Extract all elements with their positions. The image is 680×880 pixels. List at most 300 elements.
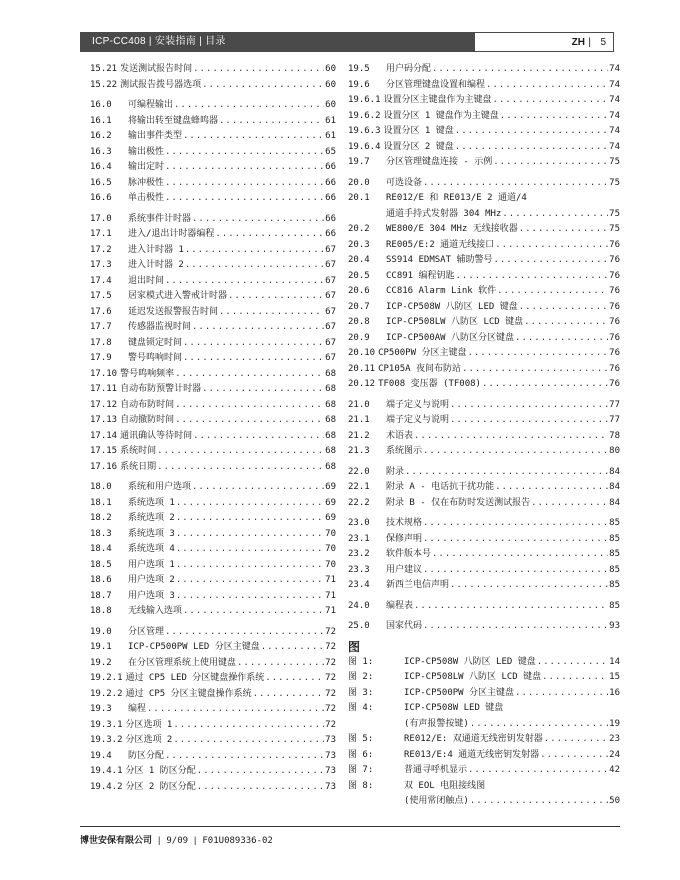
toc-entry-page: 67 <box>325 337 336 348</box>
toc-entry[interactable] <box>90 780 336 796</box>
toc-entry-number: 20.1 <box>348 193 370 203</box>
toc-entry[interactable] <box>348 496 620 512</box>
toc-entry[interactable] <box>90 62 336 78</box>
toc-entry[interactable] <box>348 563 620 579</box>
dot-leader <box>493 155 608 171</box>
toc-entry[interactable] <box>90 640 336 656</box>
toc-entry-number: 16.2 <box>90 131 112 141</box>
toc-entry-title: 警号鸣响频率 <box>120 368 175 379</box>
toc-right-entries <box>348 62 620 635</box>
toc-entry[interactable] <box>90 733 336 749</box>
toc-entry[interactable] <box>348 62 620 78</box>
toc-entry-title: 附录 <box>386 466 405 477</box>
toc-entry[interactable] <box>90 687 336 703</box>
toc-entry[interactable] <box>90 145 336 161</box>
toc-entry-number: 20.4 <box>348 255 370 265</box>
toc-entry-number: 20.6 <box>348 286 370 296</box>
toc-entry-number: 19.6.3 <box>348 126 381 136</box>
figure-entry[interactable] <box>348 670 620 686</box>
toc-entry-title: 进入计时器 2 <box>128 260 184 270</box>
toc-entry-title: 测试报告拨号器选项 <box>120 79 202 90</box>
toc-entry[interactable] <box>348 300 620 316</box>
toc-entry-page: 68 <box>325 399 336 410</box>
toc-entry-number: 18.1 <box>90 497 112 508</box>
dot-leader <box>165 625 324 641</box>
toc-entry-title: 用户码分配 <box>386 64 432 74</box>
toc-entry-number: 18.7 <box>90 590 112 601</box>
figure-entry[interactable] <box>348 748 620 764</box>
toc-entry-number: 17.1 <box>90 229 112 239</box>
toc-entry-title: 自动布防预警计时器 <box>120 384 202 394</box>
toc-entry-number: 19.3.1 <box>90 719 123 730</box>
dot-leader <box>192 212 324 228</box>
toc-entry[interactable] <box>348 222 620 238</box>
toc-entry-title: 无线输入选项 <box>128 606 183 616</box>
toc-entry-page: 72 <box>325 626 336 637</box>
toc-entry[interactable] <box>348 109 620 125</box>
toc-entry-number: 18.6 <box>90 575 112 585</box>
toc-entry-number: 22.1 <box>348 482 370 492</box>
toc-entry[interactable] <box>348 532 620 548</box>
toc-entry-page: 67 <box>325 353 336 363</box>
toc-entry-number: 21.0 <box>348 399 370 410</box>
dot-leader <box>215 227 324 243</box>
toc-entry-page: 68 <box>325 384 336 394</box>
toc-entry[interactable] <box>348 346 620 362</box>
dot-leader <box>219 305 324 321</box>
dot-leader <box>192 480 324 496</box>
dot-leader <box>414 429 608 445</box>
dot-leader <box>531 496 608 512</box>
toc-entry[interactable] <box>90 305 336 321</box>
toc-entry-title: ICP-CP500AW 八防区分区键盘 <box>386 332 515 343</box>
toc-entry-number: 20.5 <box>348 270 370 281</box>
toc-entry[interactable] <box>90 289 336 305</box>
toc-entry[interactable] <box>90 398 336 414</box>
figure-entry[interactable] <box>348 732 620 748</box>
dot-leader <box>486 78 608 94</box>
dot-leader <box>432 62 608 78</box>
toc-left-column <box>90 62 336 795</box>
toc-entry-page: 75 <box>609 157 620 167</box>
toc-entry-page: 85 <box>609 564 620 575</box>
dot-leader <box>467 346 608 362</box>
figure-title: 双 EOL 电阻接线图 <box>404 780 486 791</box>
toc-entry-number: 20.10 <box>348 348 376 358</box>
toc-entry[interactable] <box>348 78 620 94</box>
toc-entry-page: 71 <box>325 606 336 616</box>
toc-entry-page: 80 <box>609 446 620 456</box>
toc-entry[interactable] <box>90 558 336 574</box>
toc-entry[interactable] <box>90 78 336 94</box>
toc-entry-title: 端子定义与说明 <box>386 399 450 410</box>
dot-leader <box>175 413 324 429</box>
dot-leader <box>175 367 324 383</box>
toc-entry-page: 74 <box>609 64 620 74</box>
toc-entry[interactable] <box>90 702 336 718</box>
toc-entry[interactable] <box>90 129 336 145</box>
toc-entry[interactable] <box>348 398 620 414</box>
dot-leader <box>197 764 324 780</box>
dot-leader <box>157 444 324 460</box>
toc-entry[interactable] <box>348 315 620 331</box>
toc-entry[interactable] <box>90 542 336 558</box>
toc-entry-number: 19.2.1 <box>90 673 123 683</box>
footer-rule <box>80 826 620 827</box>
toc-entry-page: 68 <box>325 430 336 441</box>
toc-entry-page: 67 <box>325 260 336 270</box>
dot-leader <box>414 599 608 615</box>
toc-entry-number: 20.2 <box>348 224 370 234</box>
toc-entry-title: 系统选项 2 <box>128 513 175 523</box>
figure-number: 图 7: <box>348 765 374 775</box>
toc-entry-number: 17.3 <box>90 260 112 270</box>
toc-entry-page: 60 <box>325 79 336 90</box>
toc-entry-number: 21.1 <box>348 415 370 425</box>
toc-entry-title: 传感器监视时间 <box>128 322 192 332</box>
dot-leader <box>176 496 324 512</box>
toc-entry-title: 延迟发送报警报告时间 <box>128 306 219 317</box>
toc-entry-number: 19.6 <box>348 79 370 90</box>
toc-entry-number: 21.3 <box>348 446 370 456</box>
toc-entry-title: 通过 CP5 LED 分区键盘操作系统 <box>125 673 265 683</box>
toc-entry-title: 设置分区 1 键盘 <box>383 126 454 136</box>
dot-leader <box>497 284 608 300</box>
toc-entry-title: WE800/E 304 MHz 无线接收器 <box>386 224 518 234</box>
toc-entry-title: 可选设备 <box>386 177 423 188</box>
figure-number: 图 3: <box>348 687 374 698</box>
figure-entry[interactable] <box>348 763 620 779</box>
toc-entry-title: 进入计时器 1 <box>128 244 184 255</box>
toc-entry[interactable] <box>90 351 336 367</box>
toc-entry-title: 附录 A - 电话抗干扰功能 <box>386 482 495 492</box>
toc-entry[interactable] <box>90 749 336 765</box>
toc-entry-number: 17.9 <box>90 353 112 363</box>
dot-leader <box>228 289 324 305</box>
toc-entry-page: 72 <box>325 719 336 730</box>
toc-entry[interactable] <box>90 227 336 243</box>
toc-entry-number: 24.0 <box>348 600 370 611</box>
dot-leader <box>470 717 608 733</box>
header-separator: | <box>588 37 591 48</box>
toc-entry-number: 19.2.2 <box>90 688 123 699</box>
toc-entry-title: 分区管理键盘设置和编程 <box>386 79 486 90</box>
toc-entry[interactable] <box>90 320 336 336</box>
toc-entry-title: ICP-CP508W 八防区 LED 键盘 <box>386 301 518 312</box>
figure-number: 图 6: <box>348 749 374 760</box>
toc-entry-number: 16.1 <box>90 115 112 126</box>
figure-page: 23 <box>609 734 620 744</box>
dot-leader <box>462 362 608 378</box>
toc-entry-title: 可编程输出 <box>128 100 174 110</box>
toc-entry[interactable] <box>348 578 620 594</box>
dot-leader <box>423 532 608 548</box>
toc-entry-page: 85 <box>609 518 620 528</box>
dot-leader <box>542 670 608 686</box>
dot-leader <box>185 243 324 259</box>
toc-entry[interactable] <box>90 191 336 207</box>
toc-entry-page: 76 <box>609 270 620 281</box>
toc-entry-number: 19.1 <box>90 642 112 652</box>
toc-entry-number: 22.2 <box>348 497 370 508</box>
toc-entry[interactable] <box>348 377 620 393</box>
toc-entry[interactable] <box>90 160 336 176</box>
figure-entry[interactable] <box>348 794 620 810</box>
toc-entry[interactable] <box>348 269 620 285</box>
toc-entry[interactable] <box>90 444 336 460</box>
toc-entry-title: 系统图示 <box>386 446 423 456</box>
toc-entry-title: 发送测试报告时间 <box>120 64 193 74</box>
toc-entry-title: 系统选项 1 <box>128 497 175 508</box>
toc-entry-title: 分区 2 防区分配 <box>125 781 196 792</box>
toc-entry-page: 75 <box>609 208 620 219</box>
toc-entry-number: 19.6.1 <box>348 95 381 105</box>
toc-entry[interactable] <box>90 382 336 398</box>
toc-entry[interactable] <box>348 331 620 347</box>
toc-entry[interactable] <box>90 243 336 259</box>
toc-entry[interactable] <box>90 671 336 687</box>
figure-title: (使用常闭触点) <box>404 796 469 806</box>
toc-entry-number: 17.14 <box>90 430 118 441</box>
toc-entry[interactable] <box>348 516 620 532</box>
dot-leader <box>265 671 324 687</box>
toc-entry-title: 用户选项 1 <box>128 559 175 570</box>
dot-leader <box>183 129 324 145</box>
toc-entry[interactable] <box>90 114 336 130</box>
toc-entry-page: 60 <box>325 100 336 110</box>
toc-entry-title: 警号鸣响时间 <box>128 353 183 363</box>
toc-entry-number: 20.3 <box>348 239 370 250</box>
toc-entry[interactable] <box>90 413 336 429</box>
figure-entry[interactable] <box>348 655 620 671</box>
dot-leader <box>468 763 608 779</box>
toc-entry[interactable] <box>348 124 620 140</box>
toc-entry[interactable] <box>90 589 336 605</box>
toc-entry-title: CC816 Alarm Link 软件 <box>386 286 497 296</box>
dot-leader <box>519 300 608 316</box>
toc-entry[interactable] <box>90 336 336 352</box>
toc-entry[interactable] <box>90 367 336 383</box>
toc-entry[interactable] <box>90 480 336 496</box>
figure-page: 15 <box>609 672 620 682</box>
figure-entry[interactable] <box>348 686 620 702</box>
toc-entry-number: 17.4 <box>90 275 112 286</box>
toc-entry[interactable] <box>90 212 336 228</box>
toc-entry-title: 用户建议 <box>386 564 423 575</box>
toc-entry-number: 17.12 <box>90 399 118 410</box>
toc-entry-number: 16.6 <box>90 193 112 203</box>
dot-leader <box>261 640 324 656</box>
toc-entry-number: 17.16 <box>90 461 118 472</box>
figure-page: 42 <box>609 765 620 775</box>
toc-entry-number: 16.3 <box>90 146 112 157</box>
toc-entry-number: 17.15 <box>90 446 118 456</box>
toc-entry-number: 18.5 <box>90 559 112 570</box>
toc-entry-page: 72 <box>325 688 336 699</box>
toc-entry[interactable] <box>90 527 336 543</box>
figure-number: 图 2: <box>348 672 374 682</box>
toc-entry[interactable] <box>90 258 336 274</box>
toc-entry-title: 分区 1 防区分配 <box>125 766 196 776</box>
toc-entry-number: 20.0 <box>348 177 370 188</box>
toc-entry[interactable] <box>348 284 620 300</box>
toc-entry-title: 输出事件类型 <box>128 131 183 141</box>
figure-entry[interactable] <box>348 717 620 733</box>
toc-entry-title: 系统选项 4 <box>128 544 175 554</box>
toc-entry[interactable] <box>348 238 620 254</box>
dot-leader <box>253 687 325 703</box>
dot-leader <box>495 480 608 496</box>
toc-entry-title: 软件版本号 <box>386 549 432 559</box>
toc-entry-page: 76 <box>609 301 620 312</box>
toc-entry-title: 通道手持式发射器 304 MHz <box>386 208 502 219</box>
toc-entry-title: 编程表 <box>386 600 414 611</box>
toc-entry[interactable] <box>90 656 336 672</box>
dot-leader <box>192 320 324 336</box>
toc-entry-page: 84 <box>609 466 620 477</box>
dot-leader <box>157 460 324 476</box>
toc-entry-number: 23.2 <box>348 549 370 559</box>
toc-entry-title: 编程 <box>128 704 147 714</box>
toc-entry-number: 23.4 <box>348 580 370 590</box>
figure-title: (有声报警按键) <box>404 718 469 729</box>
dot-leader <box>176 558 324 574</box>
toc-entry[interactable] <box>348 140 620 156</box>
toc-entry[interactable] <box>348 176 620 192</box>
toc-entry[interactable] <box>90 176 336 192</box>
language-code: ZH <box>571 37 585 48</box>
toc-entry[interactable] <box>90 573 336 589</box>
toc-entry[interactable] <box>348 429 620 445</box>
toc-entry-number: 17.11 <box>90 384 118 394</box>
dot-leader <box>423 444 608 460</box>
toc-entry-page: 76 <box>609 317 620 327</box>
toc-entry-number: 20.11 <box>348 363 376 374</box>
toc-entry-number: 17.8 <box>90 337 112 348</box>
dot-leader <box>176 527 324 543</box>
toc-entry[interactable] <box>348 444 620 460</box>
toc-entry[interactable] <box>90 511 336 527</box>
dot-leader <box>165 749 324 765</box>
footer-company: 博世安保有限公司 <box>80 835 153 845</box>
toc-entry[interactable] <box>348 207 620 223</box>
toc-entry[interactable] <box>90 274 336 290</box>
toc-entry-number: 18.3 <box>90 528 112 539</box>
toc-entry-page: 76 <box>609 348 620 358</box>
toc-entry[interactable] <box>348 465 620 481</box>
toc-entry[interactable] <box>348 155 620 171</box>
dot-leader <box>176 511 324 527</box>
figure-title: ICP-CP508W 八防区 LED 键盘 <box>404 656 536 667</box>
toc-entry-page: 68 <box>325 415 336 425</box>
toc-entry[interactable] <box>348 619 620 635</box>
dot-leader <box>456 269 609 285</box>
toc-entry[interactable] <box>348 599 620 615</box>
toc-entry[interactable] <box>348 191 620 207</box>
toc-entry-number: 20.7 <box>348 301 370 312</box>
toc-entry-number: 20.9 <box>348 332 370 343</box>
figure-title: 普通寻呼机显示 <box>404 765 468 775</box>
dot-leader <box>173 718 324 734</box>
toc-entry-page: 74 <box>609 110 620 121</box>
toc-entry[interactable] <box>348 362 620 378</box>
toc-entry-page: 76 <box>609 332 620 343</box>
toc-entry-number: 15.22 <box>90 79 118 90</box>
toc-entry[interactable] <box>348 480 620 496</box>
figure-page: 19 <box>609 718 620 729</box>
toc-entry-page: 93 <box>609 621 620 631</box>
toc-entry-number: 17.6 <box>90 306 112 317</box>
toc-entry[interactable] <box>90 718 336 734</box>
figures-heading: 图 <box>348 639 361 654</box>
footer <box>80 833 273 846</box>
toc-entry-page: 73 <box>325 766 336 776</box>
toc-entry-page: 65 <box>325 146 336 157</box>
toc-entry-page: 85 <box>609 580 620 590</box>
toc-entry-number: 19.2 <box>90 657 112 668</box>
toc-entry-page: 67 <box>325 275 336 286</box>
toc-entry[interactable] <box>90 429 336 445</box>
dot-leader <box>470 794 608 810</box>
toc-entry[interactable] <box>348 93 620 109</box>
figure-title: ICP-CP508W LED 键盘 <box>404 703 504 713</box>
figure-entry[interactable] <box>348 701 620 717</box>
dot-leader <box>515 686 608 702</box>
toc-entry-title: 用户选项 3 <box>128 590 175 601</box>
toc-entry-page: 75 <box>609 224 620 234</box>
toc-entry-title: 系统事件计时器 <box>128 213 192 224</box>
toc-entry-title: 附录 B - 仅在布防时发送测试报告 <box>386 497 531 508</box>
toc-entry[interactable] <box>348 413 620 429</box>
toc-entry-title: 分区管理 <box>128 626 165 637</box>
dot-leader <box>493 93 609 109</box>
toc-entry-page: 67 <box>325 291 336 301</box>
dot-leader <box>519 222 608 238</box>
toc-entry-number: 23.0 <box>348 518 370 528</box>
toc-entry-page: 71 <box>325 575 336 585</box>
dot-leader <box>165 176 324 192</box>
figure-entry[interactable] <box>348 779 620 795</box>
toc-entry-title: 国家代码 <box>386 621 423 631</box>
toc-entry-title: 术语表 <box>386 430 414 441</box>
figure-number: 图 1: <box>348 656 374 667</box>
toc-entry[interactable] <box>90 460 336 476</box>
toc-entry-page: 74 <box>609 126 620 136</box>
dot-leader <box>423 619 608 635</box>
toc-entry-number: 19.4.1 <box>90 766 123 776</box>
toc-entry[interactable] <box>90 98 336 114</box>
dot-leader <box>455 140 608 156</box>
toc-entry[interactable] <box>90 496 336 512</box>
toc-entry[interactable] <box>90 625 336 641</box>
dot-leader <box>147 702 324 718</box>
toc-entry[interactable] <box>90 764 336 780</box>
toc-entry-page: 66 <box>325 193 336 203</box>
toc-entry[interactable] <box>90 604 336 620</box>
toc-entry[interactable] <box>348 547 620 563</box>
toc-entry[interactable] <box>348 253 620 269</box>
toc-entry-page: 71 <box>325 590 336 601</box>
dot-leader <box>185 258 324 274</box>
toc-entry-number: 16.0 <box>90 100 112 110</box>
toc-entry-title: 系统和用户选项 <box>128 482 192 492</box>
toc-entry-number: 19.0 <box>90 626 112 637</box>
toc-entry-number: 18.8 <box>90 606 112 616</box>
toc-entry-number: 17.7 <box>90 322 112 332</box>
dot-leader <box>544 732 608 748</box>
toc-entry-title: 设置分区主键盘作为主键盘 <box>383 95 492 105</box>
toc-entry-page: 68 <box>325 368 336 379</box>
